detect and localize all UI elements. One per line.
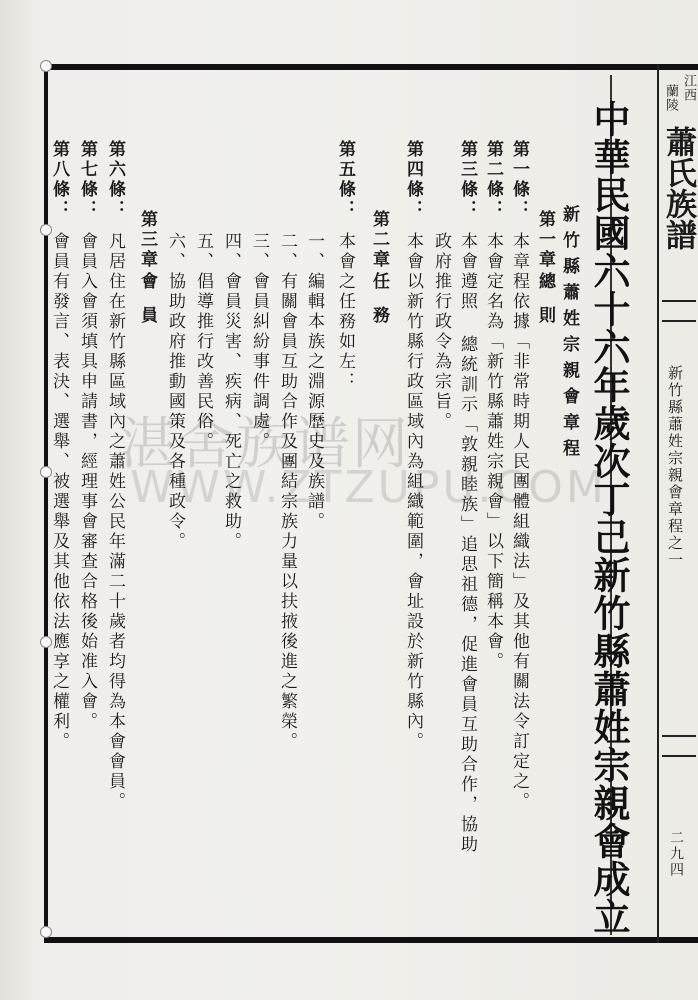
frame-left-border: [44, 64, 48, 943]
chapter-3-label: 第三章: [137, 210, 157, 270]
chapter-1-label: 第一章: [535, 210, 555, 270]
article-2-text: 本會定名為「新竹縣蕭姓宗親會」以下簡稱本會。: [483, 232, 503, 672]
article-5-label: 第五條：: [335, 140, 355, 220]
task-item: 六、協助政府推動國策及各種政令。: [165, 232, 185, 552]
corner-sublabel: 蘭陵: [663, 84, 678, 112]
article-7-label: 第七條：: [77, 140, 97, 220]
chapter-1-name: 總: [535, 272, 555, 292]
article-6-label: 第六條：: [105, 140, 125, 220]
chapter-2-name-2: 務: [369, 306, 389, 326]
frame-bottom-border: [44, 937, 698, 943]
watermark-text: 湛舍族谱网: [120, 412, 410, 477]
page-title: 中華民國六十六年歲次丁己新竹縣蕭姓宗親會成立: [587, 100, 631, 936]
article-5-text: 本會之任務如左：: [335, 232, 355, 392]
article-3-text: 本會遵照 總統訓示「敦親睦族」追思祖德，促進會員互助合作，協助: [457, 232, 477, 855]
article-6-text: 凡居住在新竹縣區域內之蕭姓公民年滿二十歲者均得為本會會員。: [105, 232, 125, 812]
task-item: 五、倡導推行改善民俗。: [193, 232, 213, 452]
article-4-label: 第四條：: [403, 140, 423, 220]
binding-hole-icon: [40, 60, 52, 72]
chapter-3-name-2: 員: [137, 306, 157, 326]
corner-label: 江西: [681, 74, 696, 102]
page-number: 二九四: [668, 830, 684, 878]
article-3-text-cont: 政府推行政令為宗旨。: [431, 232, 451, 432]
task-item: 四、會員災害、疾病、死亡之救助。: [221, 232, 241, 552]
article-1-text: 本章程依據「非常時期人民團體組織法」及其他有關法令訂定之。: [509, 232, 529, 812]
ornament-band-icon: [662, 735, 696, 757]
article-3-label: 第三條：: [457, 140, 477, 220]
frame-top-border: [44, 64, 698, 70]
binding-hole-icon: [40, 926, 52, 938]
article-8-label: 第八條：: [49, 140, 69, 220]
task-item: 二、有關會員互助合作及團結宗族力量以扶掖後進之繁榮。: [277, 232, 297, 752]
doc-title: 新竹縣蕭姓宗親會章程: [559, 205, 579, 465]
article-1-label: 第一條：: [509, 140, 529, 220]
task-item: 三、會員糾紛事件調處。: [249, 232, 269, 452]
task-item: 一、編輯本族之淵源歷史及族譜。: [304, 232, 324, 532]
watermark-url: WWW.ZTZUPU.COM: [130, 462, 607, 513]
article-4-text: 本會以新竹縣行政區域內為組織範圍，會址設於新竹縣內。: [403, 232, 423, 752]
article-8-text: 會員有發言、表決、選舉、被選舉及其他依法應享之權利。: [49, 232, 69, 752]
chapter-2-label: 第二章: [369, 210, 389, 270]
chapter-1-name-2: 則: [535, 306, 555, 326]
ornament-band-icon: [662, 300, 696, 322]
chapter-2-name: 任: [369, 272, 389, 292]
page-caption: 新竹縣蕭姓宗親會章程之一: [666, 365, 684, 569]
book-name: 蕭氏族譜: [660, 126, 696, 250]
article-7-text: 會員入會須填具申請書，經理事會審查合格後始准入會。: [77, 232, 97, 732]
chapter-3-name: 會: [137, 272, 157, 292]
article-2-label: 第二條：: [483, 140, 503, 220]
frame-right-border: [657, 64, 659, 943]
